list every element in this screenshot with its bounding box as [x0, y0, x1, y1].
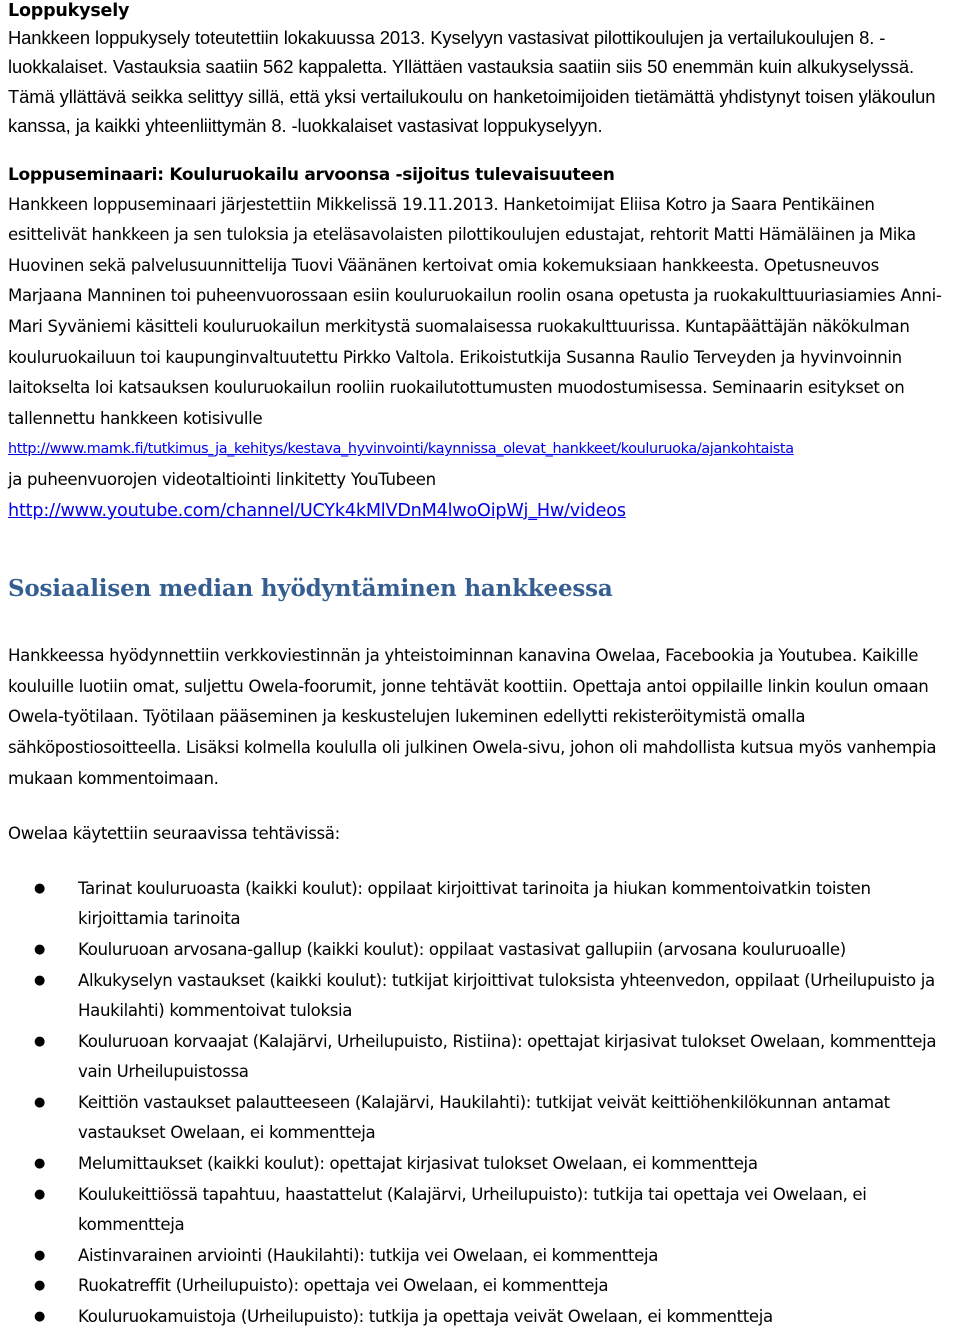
bullet-icon: ●: [34, 1186, 45, 1202]
list-item-text: Kouluruokamuistoja (Urheilupuisto): tutkija ja opettaja veivät Owelaan, ei kommentteja: [78, 1307, 773, 1327]
list-item: [8, 935, 956, 966]
owela-intro: Owelaa käytettiin seuraavissa tehtävissä:: [8, 824, 340, 844]
list-item: [8, 1027, 956, 1088]
list-item: [8, 1241, 956, 1272]
list-item: [8, 1180, 956, 1241]
list-item-text: Koulukeittiössä tapahtuu, haastattelut (Kalajärvi, Urheilupuisto): tutkija tai opettaja vei Owelaan, ei kommentteja: [78, 1184, 867, 1235]
bullet-icon: ●: [34, 1094, 45, 1110]
list-item: [8, 1271, 956, 1302]
loppukysely-heading: Loppukysely: [8, 1, 130, 21]
video-text: ja puheenvuorojen videotaltiointi linkitetty YouTubeen: [8, 469, 436, 489]
loppukysely-paragraph: Hankkeen loppukysely toteutettiin lokakuussa 2013. Kyselyyn vastasivat pilottikoulujen ja vertailukoulujen 8. -luokkalaiset. Vastauksia saatiin 562 kappaletta. Yllättäen vastauksia saatiin siis 50 enemmän kuin alkukyselyssä. Tämä yllättävä seikka selittyy sillä, että yksi vertailukoulu on hanketoimijoiden tietämättä yhdistynyt toisen yläkoulun kanssa, ja kaikki yhteenliittymän 8. -luokkalaiset vastasivat loppukyselyyn.: [8, 27, 936, 137]
list-item-text: Ruokatreffit (Urheilupuisto): opettaja vei Owelaan, ei kommentteja: [78, 1276, 609, 1296]
bullet-icon: ●: [34, 972, 45, 988]
list-item: [8, 1149, 956, 1180]
list-item-text: Aistinvarainen arviointi (Haukilahti): tutkija vei Owelaan, ei kommentteja: [78, 1245, 659, 1265]
list-item: [8, 966, 956, 1027]
bullet-icon: ●: [34, 880, 45, 896]
document-page: [8, 0, 956, 1333]
bullet-icon: ●: [34, 1156, 45, 1172]
mamk-link-line: [8, 434, 956, 465]
youtube-link-line: [8, 496, 956, 527]
bullet-icon: ●: [34, 1033, 45, 1049]
list-item: [8, 874, 956, 935]
list-item-text: Tarinat kouluruoasta (kaikki koulut): oppilaat kirjoittivat tarinoita ja hiukan kommentoivatkin toisten kirjoittamia tarinoita: [78, 878, 871, 929]
list-item-text: Keittiön vastaukset palautteeseen (Kalajärvi, Haukilahti): tutkijat veivät keittiöhenkilökunnan antamat vastaukset Owelaan, ei kommentteja: [78, 1092, 890, 1143]
bullet-icon: ●: [34, 1247, 45, 1263]
mamk-link[interactable]: http://www.mamk.fi/tutkimus_ja_kehitys/kestava_hyvinvointi/kaynnissa_olevat_hankkeet/kouluruoka/ajankohtaista: [8, 441, 794, 458]
seminar-paragraph: Hankkeen loppuseminaari järjestettiin Mikkelissä 19.11.2013. Hanketoimijat Eliisa Kotro ja Saara Pentikäinen esittelivät hankkeen ja sen tuloksia ja eteläsavolaisten pilottikoulujen edustajat, rehtorit Matti Hämäläinen ja Mika Huovinen sekä palvelusuunnittelija Tuovi Väänänen kertoivat omia kokemuksiaan hankkeesta. Opetusneuvos Marjaana Manninen toi puheenvuorossaan esiin kouluruokailun roolin osana opetusta ja ruokakulttuuriasiamies Anni-Mari Syväniemi käsitteli kouluruokailun merkitystä suomalaisessa ruokakulttuurissa. Kuntapäättäjän näkökulman kouluruokailuun toi kaupunginvaltuutettu Pirkko Valtola. Erikoistutkija Susanna Raulio Terveyden ja hyvinvoinnin laitokselta loi katsauksen kouluruokailun rooliin ruokailutottumusten muodostumisessa. Seminaarin esitykset on tallennettu hankkeen kotisivulle: [8, 194, 942, 428]
bullet-icon: ●: [34, 941, 45, 957]
list-item-text: Kouluruoan korvaajat (Kalajärvi, Urheilupuisto, Ristiina): opettajat kirjasivat tulokset Owelaan, kommentteja vain Urheilupuistossa: [78, 1031, 937, 1082]
list-item: [8, 1302, 956, 1333]
list-item: [8, 1088, 956, 1149]
list-item-text: Alkukyselyn vastaukset (kaikki koulut): tutkijat kirjoittivat tuloksista yhteenvedon, oppilaat (Urheilupuisto ja Haukilahti) kommentoivat tuloksia: [78, 970, 935, 1021]
list-item-text: Kouluruoan arvosana-gallup (kaikki koulut): oppilaat vastasivat gallupiin (arvosana kouluruoalle): [78, 939, 846, 959]
list-item-text: Melumittaukset (kaikki koulut): opettajat kirjasivat tulokset Owelaan, ei kommentteja: [78, 1154, 758, 1174]
owela-task-list: [8, 874, 956, 1333]
social-media-paragraph: Hankkeessa hyödynnettiin verkkoviestinnän ja yhteistoiminnan kanavina Owelaa, Facebookia ja Youtubea. Kaikille kouluille luotiin omat, suljettu Owela-foorumit, jonne tehtävät koottiin. Opettaja antoi oppilaille linkin koulun omaan Owela-työtilaan. Työtilaan pääseminen ja keskustelujen lukeminen edellytti rekisteröitymistä omalla sähköpostiosoitteella. Lisäksi kolmella koululla oli julkinen Owela-sivu, johon oli mahdollista kutsua myös vanhempia mukaan kommentoimaan.: [8, 646, 937, 788]
social-media-heading: Sosiaalisen median hyödyntäminen hankkeessa: [8, 575, 613, 603]
seminar-heading: Loppuseminaari: Kouluruokailu arvoonsa -sijoitus tulevaisuuteen: [8, 164, 615, 185]
bullet-icon: ●: [34, 1309, 45, 1325]
bullet-icon: ●: [34, 1278, 45, 1294]
youtube-link[interactable]: http://www.youtube.com/channel/UCYk4kMlVDnM4lwoOipWj_Hw/videos: [8, 500, 626, 521]
